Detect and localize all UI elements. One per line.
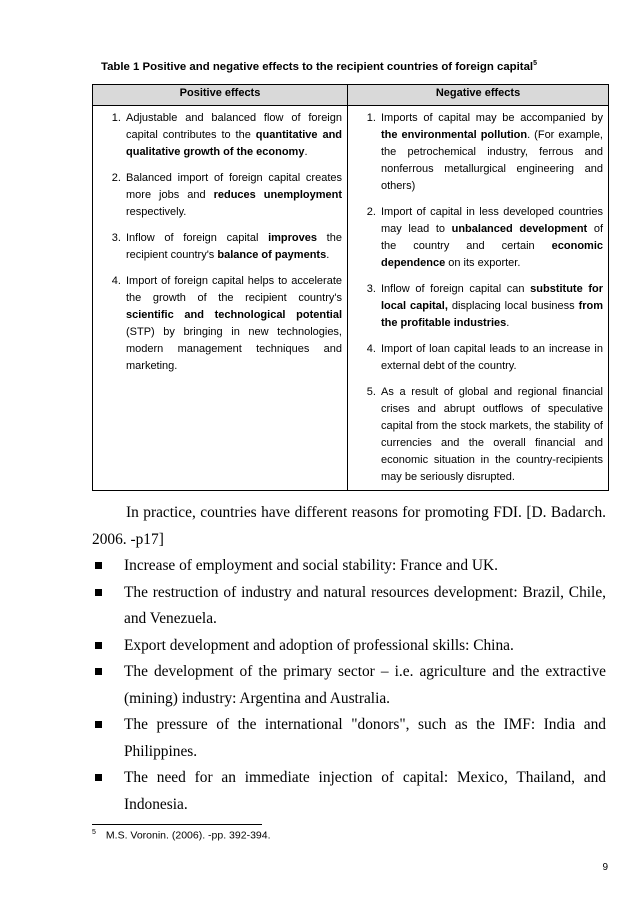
footnote-text: M.S. Voronin. (2006). -pp. 392-394. xyxy=(105,829,271,842)
positive-effects-cell xyxy=(93,106,348,491)
header-negative-effects: Negative effects xyxy=(348,85,609,106)
intro-paragraph: In practice, countries have different reasons for promoting FDI. [D. Badarch. 2006. -p17] xyxy=(92,504,606,548)
item-text: Import of loan capital leads to an increase in external debt of the country. xyxy=(381,343,603,372)
emphasis-text: from the profitable industries xyxy=(381,300,604,329)
list-item xyxy=(379,110,603,195)
effects-table xyxy=(92,84,609,491)
square-bullet-icon xyxy=(95,642,102,649)
reasons-bullet-list xyxy=(92,553,606,818)
bullet-item xyxy=(92,580,606,633)
table-header-row xyxy=(93,85,609,106)
bullet-item xyxy=(92,712,606,765)
item-text: Inflow of foreign capital can xyxy=(381,283,531,295)
bullet-text: The development of the primary sector – i.e. agriculture and the extractive (mining) industry: Argentina and Australia. xyxy=(124,663,606,707)
bullet-text: The need for an immediate injection of capital: Mexico, Thailand, and Indonesia. xyxy=(124,769,606,813)
item-text: . xyxy=(506,317,510,329)
item-text: Import of capital in less developed countries may lead to xyxy=(381,206,603,235)
negative-effects-list xyxy=(353,110,603,486)
item-text: Import of foreign capital helps to accelerate the growth of the recipient country's xyxy=(126,275,342,304)
list-item xyxy=(379,341,603,375)
list-item xyxy=(379,204,603,272)
emphasis-text: quantitative and qualitative growth of the economy xyxy=(126,129,343,158)
list-item xyxy=(379,281,603,332)
bullet-item xyxy=(92,633,606,660)
list-item xyxy=(124,273,342,375)
square-bullet-icon xyxy=(95,774,102,781)
page-number: 9 xyxy=(602,862,608,873)
emphasis-text: the environmental pollution xyxy=(381,129,528,141)
item-text: Balanced import of foreign capital creates more jobs and xyxy=(126,172,342,201)
bullet-text: The restruction of industry and natural resources development: Brazil, Chile, and Venezuela. xyxy=(124,583,606,627)
list-item xyxy=(379,384,603,486)
footnote-ref: 5 xyxy=(533,60,537,67)
table-caption xyxy=(0,60,638,73)
item-text: the recipient country's xyxy=(126,232,342,261)
body-text xyxy=(92,500,606,818)
item-text: As a result of global and regional financial crises and abrupt outflows of speculative capital from the stock markets, the stability of currencies and the overall financial and economic situation in the country-recipients may be seriously disrupted. xyxy=(381,386,603,483)
square-bullet-icon xyxy=(95,589,102,596)
table-row xyxy=(93,106,609,491)
negative-effects-cell xyxy=(348,106,609,491)
header-positive-effects: Positive effects xyxy=(93,85,348,106)
footnote-number: 5 xyxy=(92,829,96,836)
bullet-text: The pressure of the international "donors", such as the IMF: India and Philippines. xyxy=(124,716,606,760)
square-bullet-icon xyxy=(95,668,102,675)
list-item xyxy=(124,170,342,221)
item-text: displacing local business xyxy=(447,300,579,312)
square-bullet-icon xyxy=(95,721,102,728)
emphasis-text: reduces unemployment xyxy=(213,189,342,201)
positive-effects-list xyxy=(98,110,342,375)
bullet-text: Increase of employment and social stability: France and UK. xyxy=(124,557,498,574)
emphasis-text: scientific and technological potential xyxy=(126,309,342,321)
emphasis-text: improves xyxy=(268,232,317,244)
item-text: Imports of capital may be accompanied by xyxy=(381,112,603,124)
bullet-text: Export development and adoption of professional skills: China. xyxy=(124,636,514,654)
footnote-separator xyxy=(92,824,262,825)
bullet-item xyxy=(92,553,606,580)
item-text: . (For example, the petrochemical industry, ferrous and nonferrous metallurgical engineering and others) xyxy=(381,129,603,192)
item-text: on its exporter. xyxy=(445,257,521,269)
footnote xyxy=(92,829,271,842)
square-bullet-icon xyxy=(95,562,102,569)
table-caption-text: Table 1 Positive and negative effects to the recipient countries of foreign capital xyxy=(100,60,534,73)
bullet-item xyxy=(92,765,606,818)
bullet-item xyxy=(92,659,606,712)
item-text: . xyxy=(304,146,308,158)
emphasis-text: balance of payments xyxy=(217,249,327,261)
list-item xyxy=(124,230,342,264)
item-text: Adjustable and balanced flow of foreign capital contributes to the xyxy=(126,112,342,141)
item-text: of the country and certain xyxy=(381,223,603,252)
emphasis-text: economic dependence xyxy=(381,240,603,269)
list-item xyxy=(124,110,342,161)
item-text: Inflow of foreign capital xyxy=(126,232,269,244)
emphasis-text: unbalanced development xyxy=(451,223,588,235)
emphasis-text: substitute for local capital, xyxy=(381,283,603,312)
item-text: respectively. xyxy=(126,206,187,218)
item-text: (STP) by bringing in new technologies, modern management techniques and marketing. xyxy=(126,326,342,372)
item-text: . xyxy=(326,249,330,261)
